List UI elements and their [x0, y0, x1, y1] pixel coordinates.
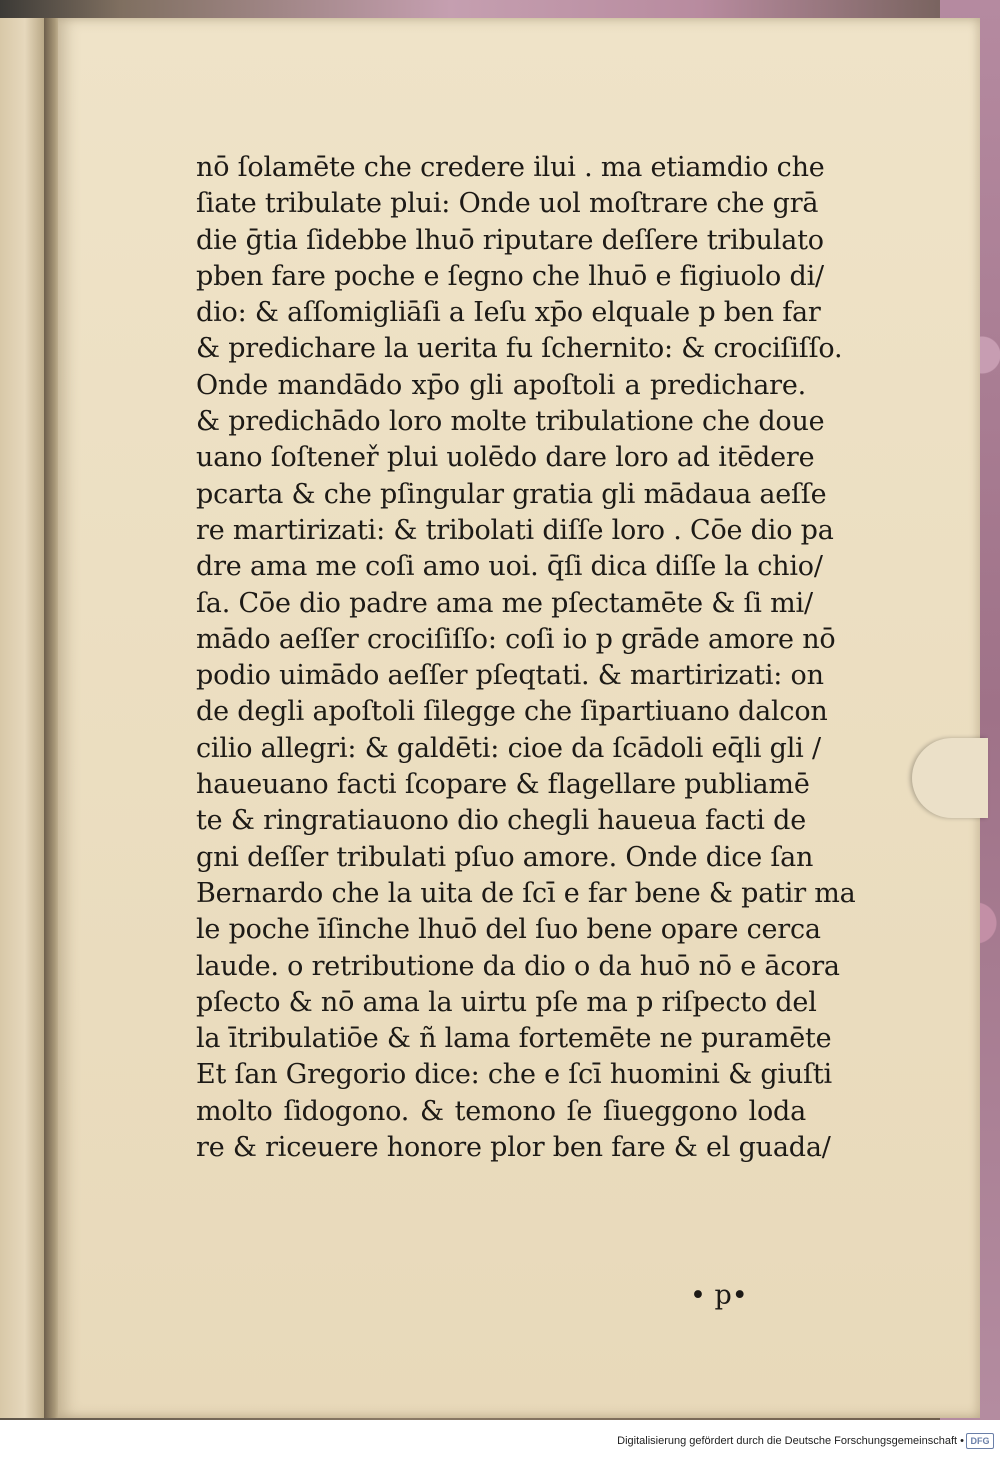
text-line: haueuano facti ſcopare & flagellare publiamē	[196, 769, 810, 801]
text-line: pſecto & nō ama la uirtu pſe ma p riſpecto del	[196, 986, 817, 1018]
text-line: Onde mandādo xp̄o gli apoſtoli a predichare.	[196, 369, 806, 401]
text-line: podio uimādo aeſſer pſeqtati. & martirizati: on	[196, 660, 824, 692]
text-line: pben fare poche e ſegno che lhuō e figiuolo di/	[196, 260, 824, 292]
text-line: pcarta & che pſingular gratia gli mādaua aeſſe	[196, 478, 827, 510]
text-line: re martirizati: & tribolati diſſe loro . Cōe dio pa	[196, 514, 834, 546]
dfg-logo-icon: DFG	[966, 1433, 994, 1449]
text-line: Et ſan Gregorio dice: che e ſcī huomini & giuſti	[196, 1059, 832, 1091]
verso-page-edge	[0, 18, 50, 1418]
text-line: Bernardo che la uita de ſcī e far bene & patir ma	[196, 877, 856, 909]
page-text-block	[196, 150, 856, 1166]
text-line: & predichare la uerita fu ſchernito: & crociſiſſo.	[196, 333, 843, 365]
page-clip	[912, 738, 988, 818]
text-line: uano ſoſteneř plui uolēdo dare loro ad itēdere	[196, 442, 815, 474]
text-line: laude. o retributione da dio o da huō nō e ācora	[196, 950, 840, 982]
text-line: de degli apoſtoli ſilegge che ſipartiuano dalcon	[196, 696, 828, 728]
footer-bar	[0, 1420, 1000, 1457]
text-line: die ḡtia ſidebbe lhuō riputare deſſere tribulato	[196, 224, 824, 256]
text-line: & predichādo loro molte tribulatione che doue	[196, 406, 825, 438]
text-line: te & ringratiauono dio chegli haueua facti de	[196, 805, 806, 837]
text-line: ſa. Cōe dio padre ama me pſectamēte & ſi mi/	[196, 587, 813, 619]
footer-credit: Digitalisierung gefördert durch die Deutsche Forschungsgemeinschaft •	[617, 1435, 964, 1447]
text-line: re & riceuere honore plor ben fare & el guada/	[196, 1132, 831, 1164]
signature-mark: • p•	[690, 1280, 748, 1311]
text-line: mādo aeſſer crociſiſſo: coſi io p grāde amore nō	[196, 623, 836, 655]
text-line: dio: & aſſomigliāſi a Ieſu xp̄o elquale p ben far	[196, 297, 821, 329]
text-line: molto ſidogono. & temono ſe ſiueggono loda	[196, 1095, 806, 1127]
text-line: dre ama me coſi amo uoi. q̄ſi dica diſſe la chio/	[196, 551, 823, 583]
text-line: gni deſſer tribulati pſuo amore. Onde dice ſan	[196, 841, 814, 873]
text-line: ſiate tribulate plui: Onde uol moſtrare che grā	[196, 188, 819, 220]
text-line: cilio allegri: & galdēti: cioe da ſcādoli eq̄li gli /	[196, 732, 821, 764]
text-line: le poche īſinche lhuō del ſuo bene opare cerca	[196, 914, 821, 946]
text-line: la ītribulatiōe & ñ lama fortemēte ne puramēte	[196, 1023, 832, 1055]
text-line: nō ſolamēte che credere ilui . ma etiamdio che	[196, 152, 825, 183]
